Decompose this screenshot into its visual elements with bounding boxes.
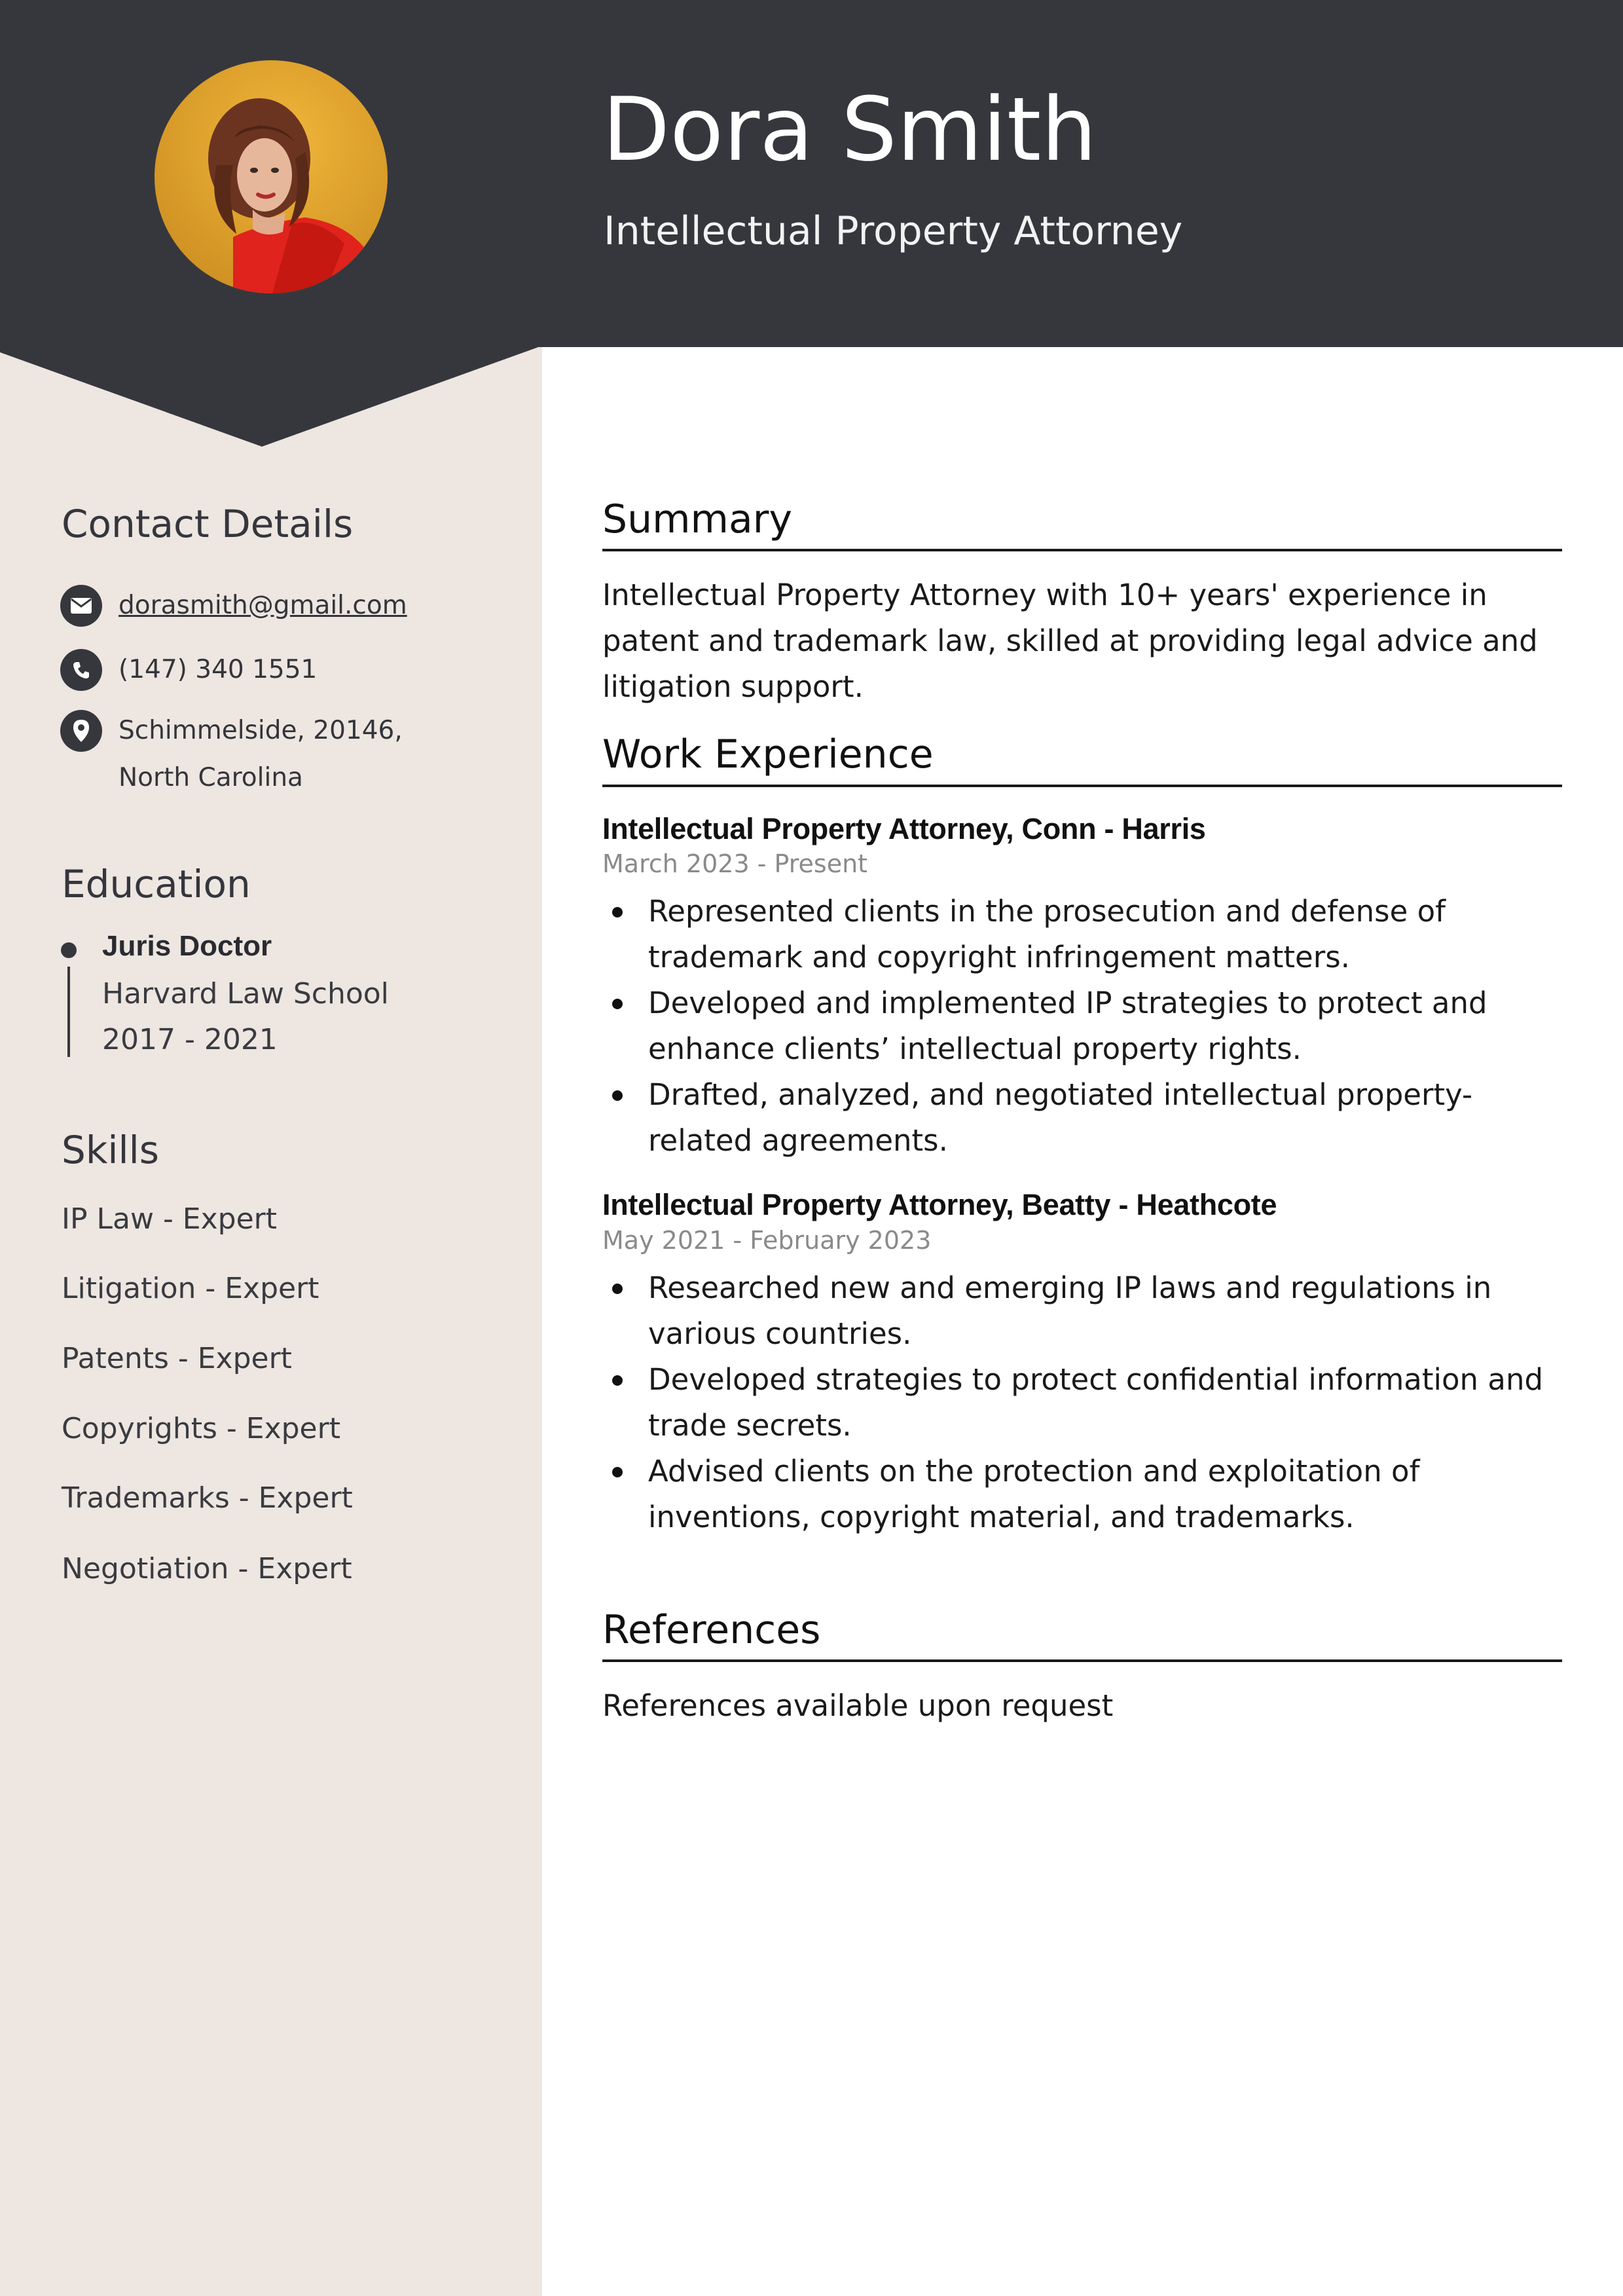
- education-years: 2017 - 2021: [102, 1023, 278, 1056]
- job-bullet: Represented clients in the prosecution and defense of trademark and copyright infringement matters.: [648, 889, 1565, 980]
- job-dates: March 2023 - Present: [602, 849, 868, 878]
- skill-item: Litigation - Expert: [62, 1272, 319, 1305]
- job-dates: May 2021 - February 2023: [602, 1226, 932, 1255]
- job-bullet-list: [648, 1265, 1565, 1540]
- references-heading: References: [602, 1607, 821, 1653]
- summary-heading: Summary: [602, 496, 792, 542]
- contact-email-row: [60, 585, 485, 629]
- job-bullet: Drafted, analyzed, and negotiated intellectual property-related agreements.: [648, 1072, 1565, 1164]
- education-timeline-dot: [61, 942, 77, 958]
- references-text: References available upon request: [602, 1688, 1114, 1723]
- summary-text: Intellectual Property Attorney with 10+ years' experience in patent and trademark law, skilled at providing legal advice and litigation support.: [602, 578, 1538, 704]
- education-heading: Education: [62, 862, 251, 906]
- envelope-icon: [60, 585, 102, 627]
- references-rule: [602, 1659, 1562, 1662]
- education-timeline-line: [67, 967, 70, 1057]
- email-link[interactable]: dorasmith@gmail.com: [119, 591, 407, 620]
- job-bullet: Advised clients on the protection and exploitation of inventions, copyright material, and trademarks.: [648, 1449, 1565, 1540]
- education-school: Harvard Law School: [102, 977, 389, 1010]
- contact-heading: Contact Details: [62, 502, 354, 546]
- candidate-title: Intellectual Property Attorney: [604, 208, 1183, 254]
- work-rule: [602, 785, 1562, 787]
- job-title: Intellectual Property Attorney, Conn - Harris: [602, 812, 1206, 845]
- skill-item: IP Law - Expert: [62, 1202, 277, 1236]
- header-chevron: [0, 346, 542, 448]
- address-text: Schimmelside, 20146, North Carolina: [119, 716, 403, 792]
- contact-address-row: [60, 710, 459, 802]
- job-bullet-list: [648, 889, 1565, 1164]
- job-title: Intellectual Property Attorney, Beatty - Heathcote: [602, 1188, 1277, 1221]
- skill-item: Trademarks - Expert: [62, 1481, 353, 1515]
- job-bullet: Developed and implemented IP strategies to protect and enhance clients’ intellectual property rights.: [648, 980, 1565, 1072]
- phone-icon: [60, 649, 102, 691]
- work-heading: Work Experience: [602, 731, 934, 777]
- summary-rule: [602, 549, 1562, 551]
- phone-text: (147) 340 1551: [119, 655, 318, 684]
- education-degree: Juris Doctor: [102, 930, 272, 962]
- location-pin-icon: [60, 710, 102, 752]
- profile-photo: [155, 60, 388, 293]
- job-bullet: Researched new and emerging IP laws and regulations in various countries.: [648, 1265, 1565, 1357]
- skill-item: Copyrights - Expert: [62, 1412, 340, 1445]
- job-bullet: Developed strategies to protect confidential information and trade secrets.: [648, 1357, 1565, 1449]
- contact-phone-row: [60, 649, 485, 694]
- skill-item: Patents - Expert: [62, 1342, 292, 1375]
- skills-heading: Skills: [62, 1128, 159, 1172]
- skill-item: Negotiation - Expert: [62, 1552, 352, 1585]
- candidate-name: Dora Smith: [602, 79, 1097, 181]
